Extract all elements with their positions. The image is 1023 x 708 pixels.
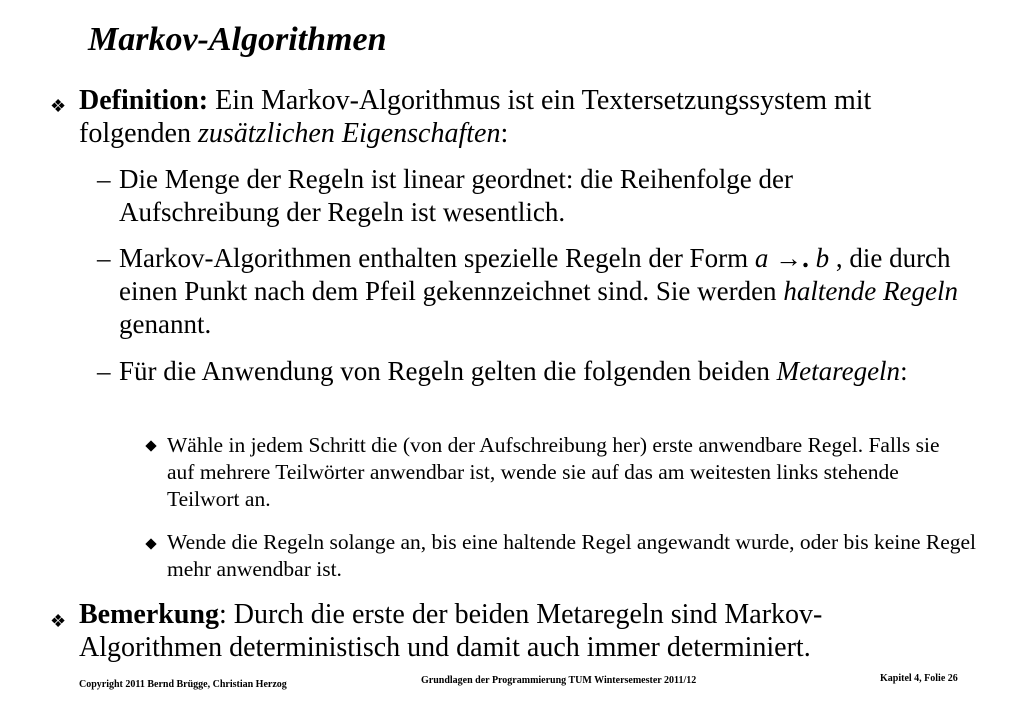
metarules-intro: [119, 355, 919, 388]
definition-paragraph: [79, 84, 989, 150]
footer-page-number: Kapitel 4, Folie 26: [880, 673, 958, 684]
formula-arrow: →: [775, 243, 803, 273]
definition-text: Ein Markov-Algorithmus ist ein Textersetzungssystem mit folgenden: [79, 85, 872, 149]
diamond-bullet-icon: [145, 440, 156, 451]
formula-dot: .: [802, 243, 809, 273]
halting-rules-emphasis: haltende Regeln: [783, 276, 958, 306]
halting-rules-text: [119, 242, 979, 341]
slide-title: Markov-Algorithmen: [88, 21, 387, 58]
remark-lead: Bemerkung: [79, 599, 219, 630]
rule-order-text: Die Menge der Regeln ist linear geordnet: die Reihenfolge der Aufschreibung der Regeln ist wesentlich.: [119, 164, 794, 227]
bullet-marker: ❖: [50, 611, 67, 631]
definition-emphasis: zusätzlichen Eigenschaften: [197, 118, 501, 149]
diamond-bullet-icon: [145, 538, 156, 549]
definition-lead: Definition:: [79, 85, 209, 116]
halting-rules-middle: , die durch einen Punkt nach dem Pfeil gekennzeichnet sind. Sie werden: [119, 243, 951, 306]
dash-marker: –: [97, 356, 111, 386]
metarules-emphasis: Metaregeln: [776, 356, 901, 386]
metarule-1-text: Wähle in jedem Schritt die (von der Aufschreibung her) erste anwendbare Regel. Falls sie auf mehrere Teilwörter anwendbar ist, wende sie auf das am weitesten links stehende Teilwort an.: [167, 433, 940, 511]
definition-colon: :: [500, 118, 509, 149]
halting-rules-end: genannt.: [119, 309, 212, 339]
bullet-marker: ❖: [50, 96, 67, 116]
metarules-colon: :: [900, 356, 908, 386]
footer-course: Grundlagen der Programmierung TUM Wintersemester 2011/12: [421, 675, 697, 686]
remark-text: : Durch die erste der beiden Metaregeln sind Markov-Algorithmen deterministisch und damit auch immer determiniert.: [79, 599, 823, 663]
dash-marker: –: [97, 164, 111, 194]
metarule-2-text: Wende die Regeln solange an, bis eine haltende Regel angewandt wurde, oder bis keine Regel mehr anwendbar ist.: [167, 530, 977, 581]
halting-rules-intro: Markov-Algorithmen enthalten spezielle Regeln der Form: [119, 243, 755, 273]
metarules-text: Für die Anwendung von Regeln gelten die folgenden beiden: [119, 356, 777, 386]
footer-copyright: Copyright 2011 Bernd Brügge, Christian Herzog: [79, 679, 287, 690]
formula-b: b: [815, 243, 830, 273]
remark-paragraph: [79, 598, 939, 664]
formula-a: a: [754, 243, 769, 273]
dash-marker: –: [97, 243, 111, 273]
